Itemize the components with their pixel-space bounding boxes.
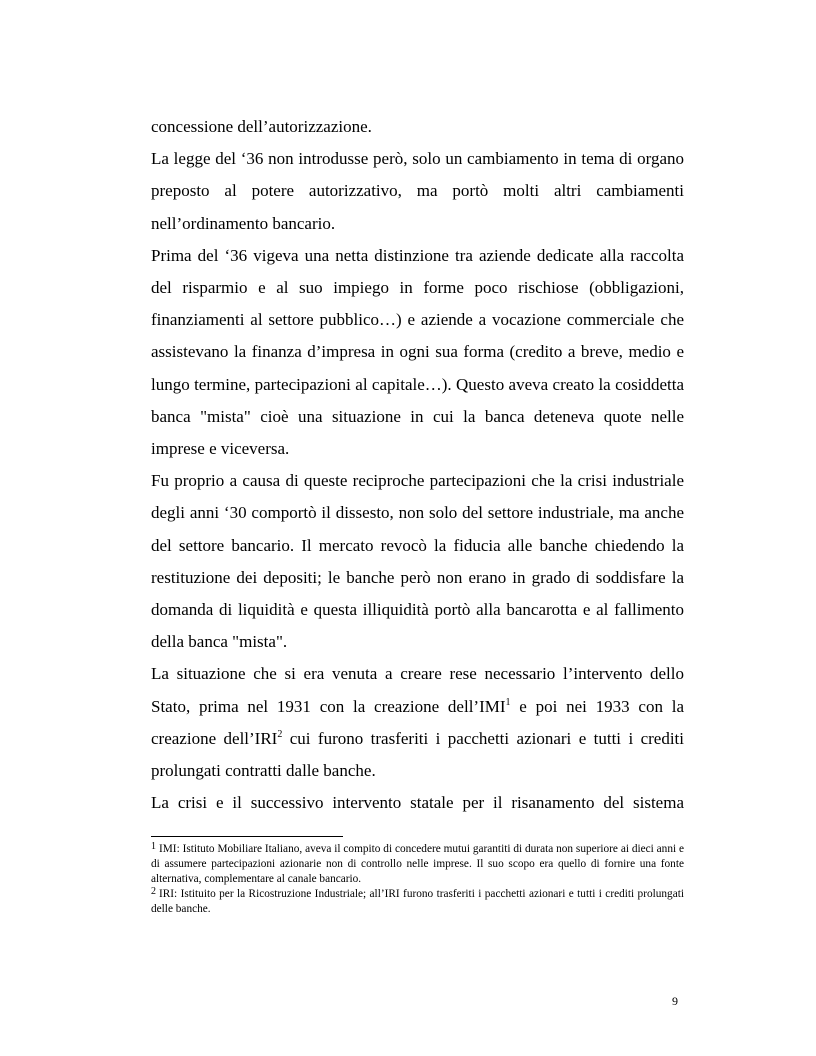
footnote-separator: [151, 836, 343, 837]
footnote-2-text: IRI: Istituito per la Ricostruzione Industriale; all’IRI furono trasferiti i pacchetti azionari e tutti i crediti prolungati delle banche.: [151, 888, 684, 915]
paragraph-5-part-a: La situazione che si era venuta a creare rese necessario l’intervento dello Stato, prima nel 1931 con la creazione dell’IMI: [151, 664, 684, 716]
paragraph-3: Prima del ‘36 vigeva una netta distinzione tra aziende dedicate alla raccolta del risparmio e al suo impiego in forme poco rischiose (obbligazioni, finanziamenti al settore pubblico…) e aziende a vocazione commerciale che assistevano la finanza d’impresa in ogni sua forma (credito a breve, medio e lungo termine, partecipazioni al capitale…). Questo aveva creato la cosiddetta banca "mista" cioè una situazione in cui la banca deteneva quote nelle imprese e viceversa.: [151, 245, 684, 459]
body-text: [151, 111, 684, 819]
footnote-1: [151, 842, 684, 887]
footnote-ref-2[interactable]: 2: [277, 728, 283, 740]
footnotes: [151, 842, 684, 917]
paragraph-5-part-b: e poi nei 1933 con la creazione dell’IRI: [151, 696, 684, 748]
footnote-1-text: IMI: Istituto Mobiliare Italiano, aveva il compito di concedere mutui garantiti di durata non superiore ai dieci anni e di assumere partecipazioni azionarie non di controllo nelle imprese. Il suo scopo era quello di fornire una fonte alternativa, complementare al canale bancario.: [151, 843, 684, 885]
paragraph-5: [151, 658, 684, 787]
footnote-2: [151, 887, 684, 917]
paragraph-1: concessione dell’autorizzazione.: [151, 117, 372, 136]
paragraph-5-part-c: cui furono trasferiti i pacchetti azionari e tutti i crediti prolungati contratti dalle banche.: [151, 728, 684, 781]
footnote-ref-1[interactable]: 1: [505, 696, 511, 708]
footnote-2-mark: 2: [151, 886, 156, 897]
footnote-1-mark: 1: [151, 841, 156, 852]
paragraph-4: Fu proprio a causa di queste reciproche partecipazioni che la crisi industriale degli anni ‘30 comportò il dissesto, non solo del settore industriale, ma anche del settore bancario. Il mercato revocò la fiducia alle banche chiedendo la restituzione dei depositi; le banche però non erano in grado di soddisfare la domanda di liquidità e questa illiquidità portò alla bancarotta e al fallimento della banca "mista".: [151, 471, 684, 652]
paragraph-2: La legge del ‘36 non introdusse però, solo un cambiamento in tema di organo preposto al potere autorizzativo, ma portò molti altri cambiamenti nell’ordinamento bancario.: [151, 149, 684, 233]
paragraph-6: La crisi e il successivo intervento statale per il risanamento del sistema: [151, 793, 684, 813]
page-number: 9: [672, 994, 678, 1008]
